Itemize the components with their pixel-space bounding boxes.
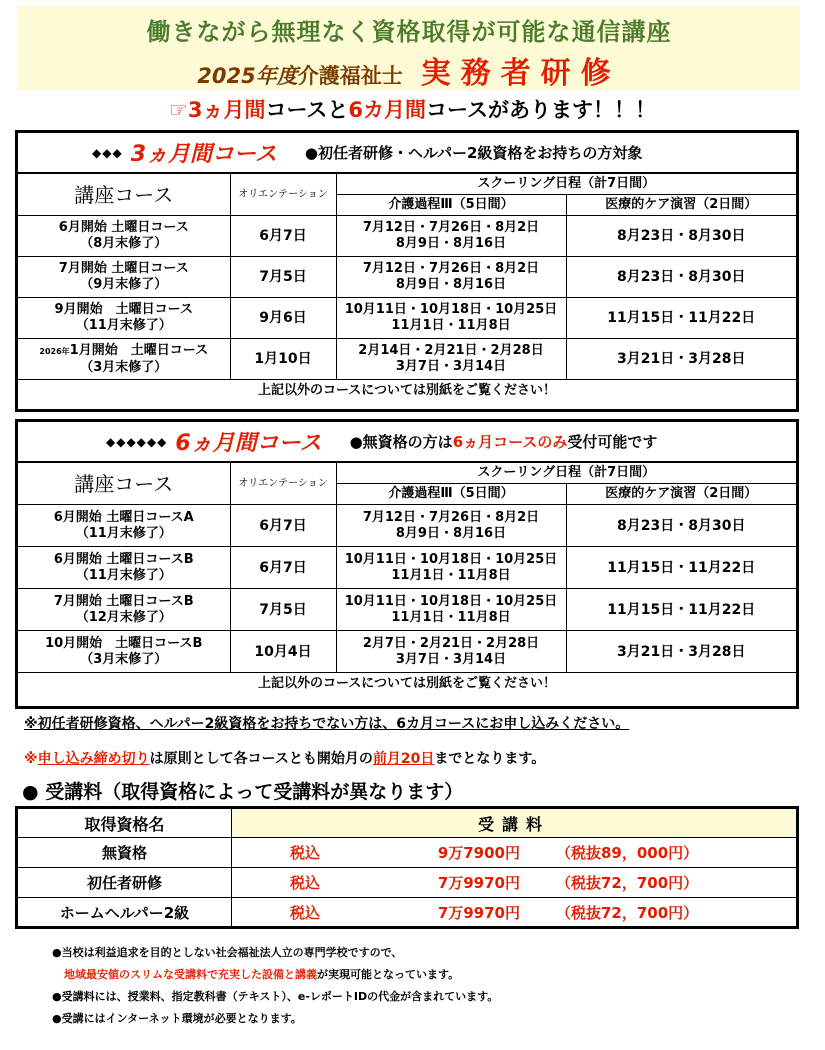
note-deadline: ※申し込み締め切りは原則として各コースとも開始月の前月20日までとなります。 xyxy=(24,751,546,767)
header-orientation: オリエンテーション xyxy=(230,463,336,505)
fee-header-fee: 受講料 xyxy=(232,808,798,838)
year: 2025年度 xyxy=(197,64,298,88)
course-3m-note: 上記以外のコースについては別紙をご覧ください！ xyxy=(18,380,796,402)
fee-header-qual: 取得資格名 xyxy=(17,808,232,838)
diamond-icon: ◆◆◆ xyxy=(92,145,123,160)
table-row: 6月開始 土曜日コース （8月末修了） 6月7日 7月12日・7月26日・8月2日 8月9日・8月16日 8月23日・8月30日 xyxy=(18,216,796,257)
course-intro: ☞3ヵ月間コースと6カ月間コースがあります！！！ xyxy=(169,98,656,122)
course-6m-note: 上記以外のコースについては別紙をご覧ください！ xyxy=(18,673,796,695)
fee-heading: ● 受講料（取得資格によって受講料が異なります） xyxy=(22,781,464,803)
table-row: ホームヘルパー2級 税込 7万9970円 （税抜72，700円） xyxy=(17,898,798,928)
header-course: 講座コース xyxy=(18,174,230,216)
header-banner xyxy=(18,6,800,90)
table-row: 9月開始 土曜日コース （11月末修了） 9月6日 10月11日・10月18日・10月25日 11月1日・11月8日 11月15日・11月22日 xyxy=(18,298,796,339)
course-3m-table xyxy=(18,173,796,402)
table-row: 無資格 税込 9万7900円 （税抜89，000円） xyxy=(17,838,798,868)
table-row: 初任者研修 税込 7万9970円 （税抜72，700円） xyxy=(17,868,798,898)
qualification: 介護福祉士 xyxy=(297,64,403,88)
header-process: 介護過程Ⅲ（5日間） xyxy=(336,195,566,216)
table-row: 6月開始 土曜日コースB （11月末修了） 6月7日 10月11日・10月18日・10月25日 11月1日・11月8日 11月15日・11月22日 xyxy=(18,547,796,589)
header-course: 講座コース xyxy=(18,463,230,505)
table-row: 2026年1月開始 土曜日コース （3月末修了） 1月10日 2月14日・2月21日・2月28日 3月7日・3月14日 3月21日・3月28日 xyxy=(18,339,796,380)
table-row: 7月開始 土曜日コース （9月末修了） 7月5日 7月12日・7月26日・8月2日 8月9日・8月16日 8月23日・8月30日 xyxy=(18,257,796,298)
course-6m-title: ◆◆◆◆◆◆ 6ヵ月間コース ●無資格の方は6ヵ月コースのみ受付可能です xyxy=(18,422,796,462)
table-row: 7月開始 土曜日コースB （12月末修了） 7月5日 10月11日・10月18日・10月25日 11月1日・11月8日 11月15日・11月22日 xyxy=(18,589,796,631)
note-6m-recommendation: ※初任者研修資格、ヘルパー2級資格をお持ちでない方は、6カ月コースにお申し込みください。 xyxy=(24,716,630,732)
header-schooling: スクーリング日程（計7日間） xyxy=(336,463,796,484)
header-orientation: オリエンテーション xyxy=(230,174,336,216)
course-6m-table xyxy=(18,462,796,695)
program-title xyxy=(18,48,800,92)
fee-table xyxy=(15,806,799,929)
header-care: 医療的ケア演習（2日間） xyxy=(566,484,796,505)
program-name: 実務者研修 xyxy=(420,56,621,91)
pointer-icon: ☞ xyxy=(169,98,188,122)
info-bullets: ●当校は利益追求を目的としない社会福祉法人立の専門学校ですので、 地域最安値のスリムな受講料で充実した設備と講義が実現可能となっています。 ●受講料には、授業料、指定教科書（テキスト）、e-レポートIDの代金が含まれています。 ●受講にはインターネット環境が必要となります。 xyxy=(52,946,499,1025)
tagline: 働きながら無理なく資格取得が可能な通信講座 xyxy=(146,18,672,46)
course-3m-box xyxy=(15,130,799,412)
table-row: 6月開始 土曜日コースA （11月末修了） 6月7日 7月12日・7月26日・8月2日 8月9日・8月16日 8月23日・8月30日 xyxy=(18,505,796,547)
header-care: 医療的ケア演習（2日間） xyxy=(566,195,796,216)
header-process: 介護過程Ⅲ（5日間） xyxy=(336,484,566,505)
header-schooling: スクーリング日程（計7日間） xyxy=(336,174,796,195)
course-3m-title: ◆◆◆ 3ヵ月間コース ●初任者研修・ヘルパー2級資格をお持ちの方対象 xyxy=(18,133,796,173)
table-row: 10月開始 土曜日コースB （3月末修了） 10月4日 2月7日・2月21日・2月28日 3月7日・3月14日 3月21日・3月28日 xyxy=(18,631,796,673)
diamond-icon: ◆◆◆◆◆◆ xyxy=(106,434,168,449)
course-6m-box xyxy=(15,419,799,709)
